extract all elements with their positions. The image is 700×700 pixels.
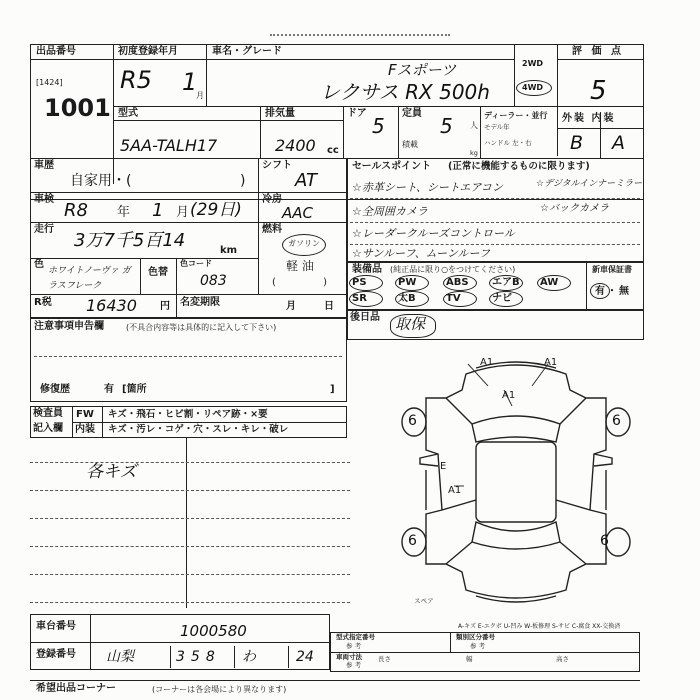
displacement: 2400	[275, 136, 316, 155]
fuel-other: ( )	[272, 277, 349, 288]
equipment-circle-3	[489, 275, 523, 291]
car-name: レクサス RX 500h	[320, 80, 490, 104]
score: 5	[590, 76, 607, 106]
equipment-label: 装備品	[352, 264, 382, 275]
equipment-item-3: エアB	[492, 277, 520, 288]
exterior-grade: B	[570, 132, 584, 154]
km-unit: km	[220, 245, 238, 256]
fuel-diesel: 軽 油	[286, 259, 314, 273]
equipment-item-6: 太B	[398, 293, 416, 304]
color-value: ホワイトノーヴァ ガラスフレーク	[48, 266, 131, 291]
mileage-label: 走行	[34, 224, 54, 235]
equipment-circle-6	[395, 291, 429, 307]
lot-number: 1001	[44, 94, 111, 122]
damage-marks	[454, 364, 548, 486]
equipment-item-1: PW	[398, 277, 417, 288]
reg-label: 登録番号	[36, 649, 76, 660]
tire-rl: 6	[408, 533, 417, 549]
int-label: 内装	[75, 424, 95, 435]
shift-label: シフト	[262, 160, 292, 171]
ref-2: 参 考	[470, 642, 486, 650]
ref-3: 参 考	[346, 661, 362, 669]
name-label: 車名・グレード	[212, 46, 282, 57]
equipment-circle-7	[443, 291, 477, 307]
lot-label: 出品番号	[36, 46, 76, 57]
repair-close: ]	[330, 384, 335, 395]
capacity: 5	[440, 114, 453, 138]
request-hint: (コーナーは各会場により異なります)	[152, 685, 287, 694]
dealer-label: ディーラー・並行	[484, 111, 548, 120]
reg-month: 1	[182, 68, 198, 96]
equipment-item-8: ナビ	[492, 293, 512, 304]
fuel-gasoline: ガソリン	[288, 239, 320, 248]
handle-label: ハンドル 左・右	[484, 139, 532, 147]
equipment-item-4: AW	[540, 277, 559, 288]
tax-label: R税	[34, 297, 52, 308]
equipment-circle-8	[489, 291, 523, 307]
tire-fl: 6	[408, 413, 417, 429]
transfer-day: 日	[324, 301, 334, 312]
fuel-label: 燃料	[262, 224, 282, 235]
equipment-circle-4	[537, 275, 571, 291]
inspection-day: (29日)	[190, 200, 242, 220]
inspection-month-unit: 月	[176, 205, 190, 220]
capacity-label: 定員	[402, 108, 422, 119]
repair-label: 修復歴	[40, 384, 70, 395]
chassis-number: 1000580	[180, 622, 247, 640]
load-label: 積載	[402, 140, 418, 149]
model-year-label: モデル年	[484, 123, 510, 131]
lot-sub: [1424]	[36, 78, 63, 87]
sales-item-2: ☆デジタルインナーミラー	[536, 179, 643, 189]
mark-a1-hood: A1	[502, 390, 516, 401]
category-label: 類別区分番号	[456, 633, 495, 641]
mark-a1-front-left: A1	[480, 357, 494, 368]
warranty-label: 新車保証書	[592, 265, 632, 274]
color-code: 083	[200, 273, 227, 289]
displacement-label: 排気量	[265, 108, 295, 119]
mark-e: E	[440, 461, 447, 472]
inspection-era: R8	[64, 200, 88, 221]
sales-item-4: ☆バックカメラ	[540, 203, 609, 214]
reg-class: 358	[176, 649, 221, 665]
request-label: 希望出品コーナー	[36, 683, 116, 694]
ac: AAC	[282, 204, 313, 222]
notes-label: 注意事項申告欄	[34, 321, 104, 332]
sales-hint: (正常に機能するものに限ります)	[448, 161, 590, 172]
equipment-item-2: ABS	[446, 277, 469, 288]
sales-label: セールスポイント	[352, 161, 432, 172]
car-diagram	[380, 350, 660, 620]
doors: 5	[372, 114, 385, 138]
yen-unit: 円	[160, 301, 170, 312]
model-cert-label: 型式指定番号	[336, 633, 375, 641]
grade: Fスポーツ	[388, 61, 457, 79]
chassis-label: 車台番号	[36, 621, 76, 632]
repair-hint: [箇所	[122, 384, 147, 395]
equipment-item-5: SR	[352, 293, 367, 304]
tax-amount: 16430	[86, 296, 137, 315]
first-reg-label: 初度登録年月	[118, 46, 178, 57]
car-outline	[402, 362, 630, 602]
model-label: 型式	[118, 108, 138, 119]
equipment-circle-2	[443, 275, 477, 291]
sales-item-1: ☆赤革シート、シートエアコン	[352, 181, 503, 194]
mark-a1-front-right: A1	[544, 357, 558, 368]
kg-unit: kg	[470, 149, 478, 157]
equipment-item-7: TV	[446, 293, 461, 304]
equipment-item-0: PS	[352, 277, 367, 288]
shift: AT	[295, 170, 317, 191]
equipment-circle-0	[349, 275, 383, 291]
damage-legend: A-キズ E-エクボ U-凹み W-板修理 S-サビ C-腐食 XX-交換済	[458, 623, 621, 630]
color-no-label: 色コード	[180, 259, 212, 268]
size-width: 幅	[466, 655, 473, 663]
spare-label: スペア	[414, 597, 434, 605]
ext-int-label: 外装 内装	[562, 113, 616, 124]
repair-value: 有	[104, 384, 114, 395]
size-height: 高さ	[556, 655, 569, 663]
score-label: 評 価 点	[572, 46, 624, 57]
car-history-label: 車歴	[34, 160, 54, 171]
inspector-label-1: 検査員	[33, 408, 63, 419]
notes-hint: (不具合内容等は具体的に記入して下さい)	[126, 323, 277, 332]
after-label: 後日品	[350, 312, 380, 323]
mark-a1-side: A1	[448, 485, 462, 496]
car-history-close: )	[240, 173, 246, 189]
inspection-month: 1	[152, 200, 164, 221]
drive-2wd: 2WD	[522, 59, 544, 68]
fw-label: FW	[76, 409, 94, 420]
drive-4wd: 4WD	[522, 83, 544, 92]
tire-fr: 6	[612, 413, 621, 429]
tire-rr: 6	[600, 533, 609, 549]
warranty-value: 有・無	[595, 286, 631, 297]
era-year: R5	[120, 66, 152, 94]
transfer-label: 名変期限	[180, 297, 220, 308]
equipment-circle-1	[395, 275, 429, 291]
year-unit: 年	[117, 205, 131, 220]
capacity-unit: 人	[470, 121, 478, 130]
inspection-label: 車検	[34, 194, 54, 205]
ac-label: 冷房	[262, 194, 282, 205]
cc-unit: cc	[327, 145, 339, 156]
reg-number: 24	[296, 649, 314, 665]
month-unit: 月	[196, 91, 204, 100]
int-items: キズ・汚レ・コゲ・穴・スレ・キレ・破レ	[108, 424, 289, 435]
sales-item-5: ☆レーダークルーズコントロール	[352, 227, 515, 240]
paint-label: 色替	[148, 267, 168, 278]
equipment-circle-5	[349, 291, 383, 307]
vehicle-size-label: 車両寸法	[336, 653, 362, 661]
inspector-note: 各キズ	[86, 462, 137, 482]
model: 5AA-TALH17	[120, 136, 218, 155]
inspector-label-2: 記入欄	[33, 423, 63, 434]
after-item: 取保	[395, 315, 426, 333]
size-length: 長さ	[378, 655, 391, 663]
sales-item-6: ☆サンルーフ、ムーンルーフ	[352, 247, 491, 260]
fw-items: キズ・飛石・ヒビ割・リペア跡・×要	[108, 409, 268, 420]
reg-kana: わ	[242, 649, 256, 665]
sales-item-3: ☆全周囲カメラ	[352, 205, 428, 218]
transfer-month: 月	[286, 301, 296, 312]
interior-grade: A	[612, 132, 625, 154]
reg-place: 山梨	[106, 649, 134, 665]
mileage: 3万7千5百14	[74, 230, 186, 251]
ref-1: 参 考	[346, 642, 362, 650]
car-history: 自家用・(	[70, 173, 132, 189]
equipment-hint: (純正品に限り○をつけてください)	[390, 265, 516, 274]
header-scribble	[270, 34, 450, 36]
color-label: 色	[34, 259, 44, 270]
doors-label: ドア	[347, 108, 367, 119]
